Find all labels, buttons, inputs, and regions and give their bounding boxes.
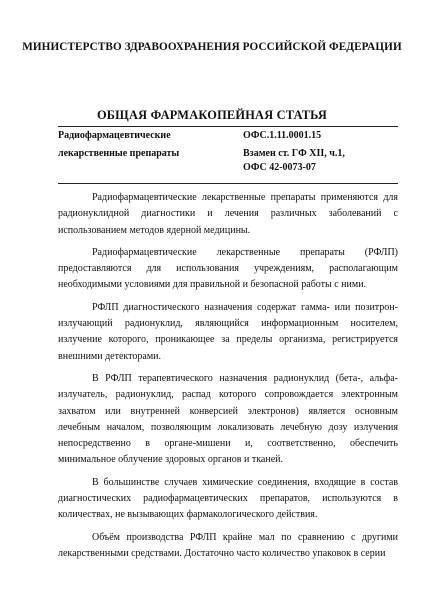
article-name-line-1: Радиофармацевтические	[58, 130, 171, 141]
header-rule-bottom	[58, 183, 398, 184]
paragraph: В большинстве случаев химические соединения, входящие в состав диагностических радиофармацевтических препаратов, используются в количествах, не вызывающих фармакологического действия.	[58, 476, 398, 521]
paragraph: Радиофармацевтические лекарственные препараты (РФЛП) предоставляются для использования учреждениям, располагающим необходимыми условиями для правильной и безопасной работы с ними.	[58, 246, 398, 291]
article-body	[58, 190, 398, 568]
article-name-line-2: лекарственные препараты	[58, 148, 180, 159]
paragraph: В РФЛП терапевтического назначения радионуклид (бета-, альфа-излучатель, радионуклид, распад которого сопровождается электронным захватом или внутренней конверсией электронов) является основным лечебным началом, позволяющим локализовать лечебную дозу излучения непосредственно в органе-мишени и, соответственно, обеспечить минимальное облучение здоровых органов и тканей.	[58, 372, 398, 466]
paragraph: Радиофармацевтические лекарственные препараты применяются для радионуклидной диагностики и лечения различных заболеваний с использованием методов ядерной медицины.	[58, 192, 398, 236]
paragraph: РФЛП диагностического назначения содержат гамма- или позитрон-излучающий радионуклид, являющийся информационным носителем, излучение которого, проникающее за пределы организма, регистрируется внешними детекторами.	[58, 301, 398, 362]
replaces-line-2: ОФС 42-0073-07	[243, 162, 316, 173]
paragraph: Объём производства РФЛП крайне мал по сравнению с другими лекарственными средствами. Достаточно часто количество упаковок в серии	[58, 531, 398, 559]
document-title: ОБЩАЯ ФАРМАКОПЕЙНАЯ СТАТЬЯ	[96, 108, 328, 122]
replaces-line-1: Взамен ст. ГФ XII, ч.1,	[243, 148, 345, 159]
header-rule-top	[58, 126, 398, 127]
ministry-heading: МИНИСТЕРСТВО ЗДРАВООХРАНЕНИЯ РОССИЙСКОЙ ФЕДЕРАЦИИ	[22, 41, 402, 53]
article-code: ОФС.1.11.0001.15	[243, 130, 322, 141]
